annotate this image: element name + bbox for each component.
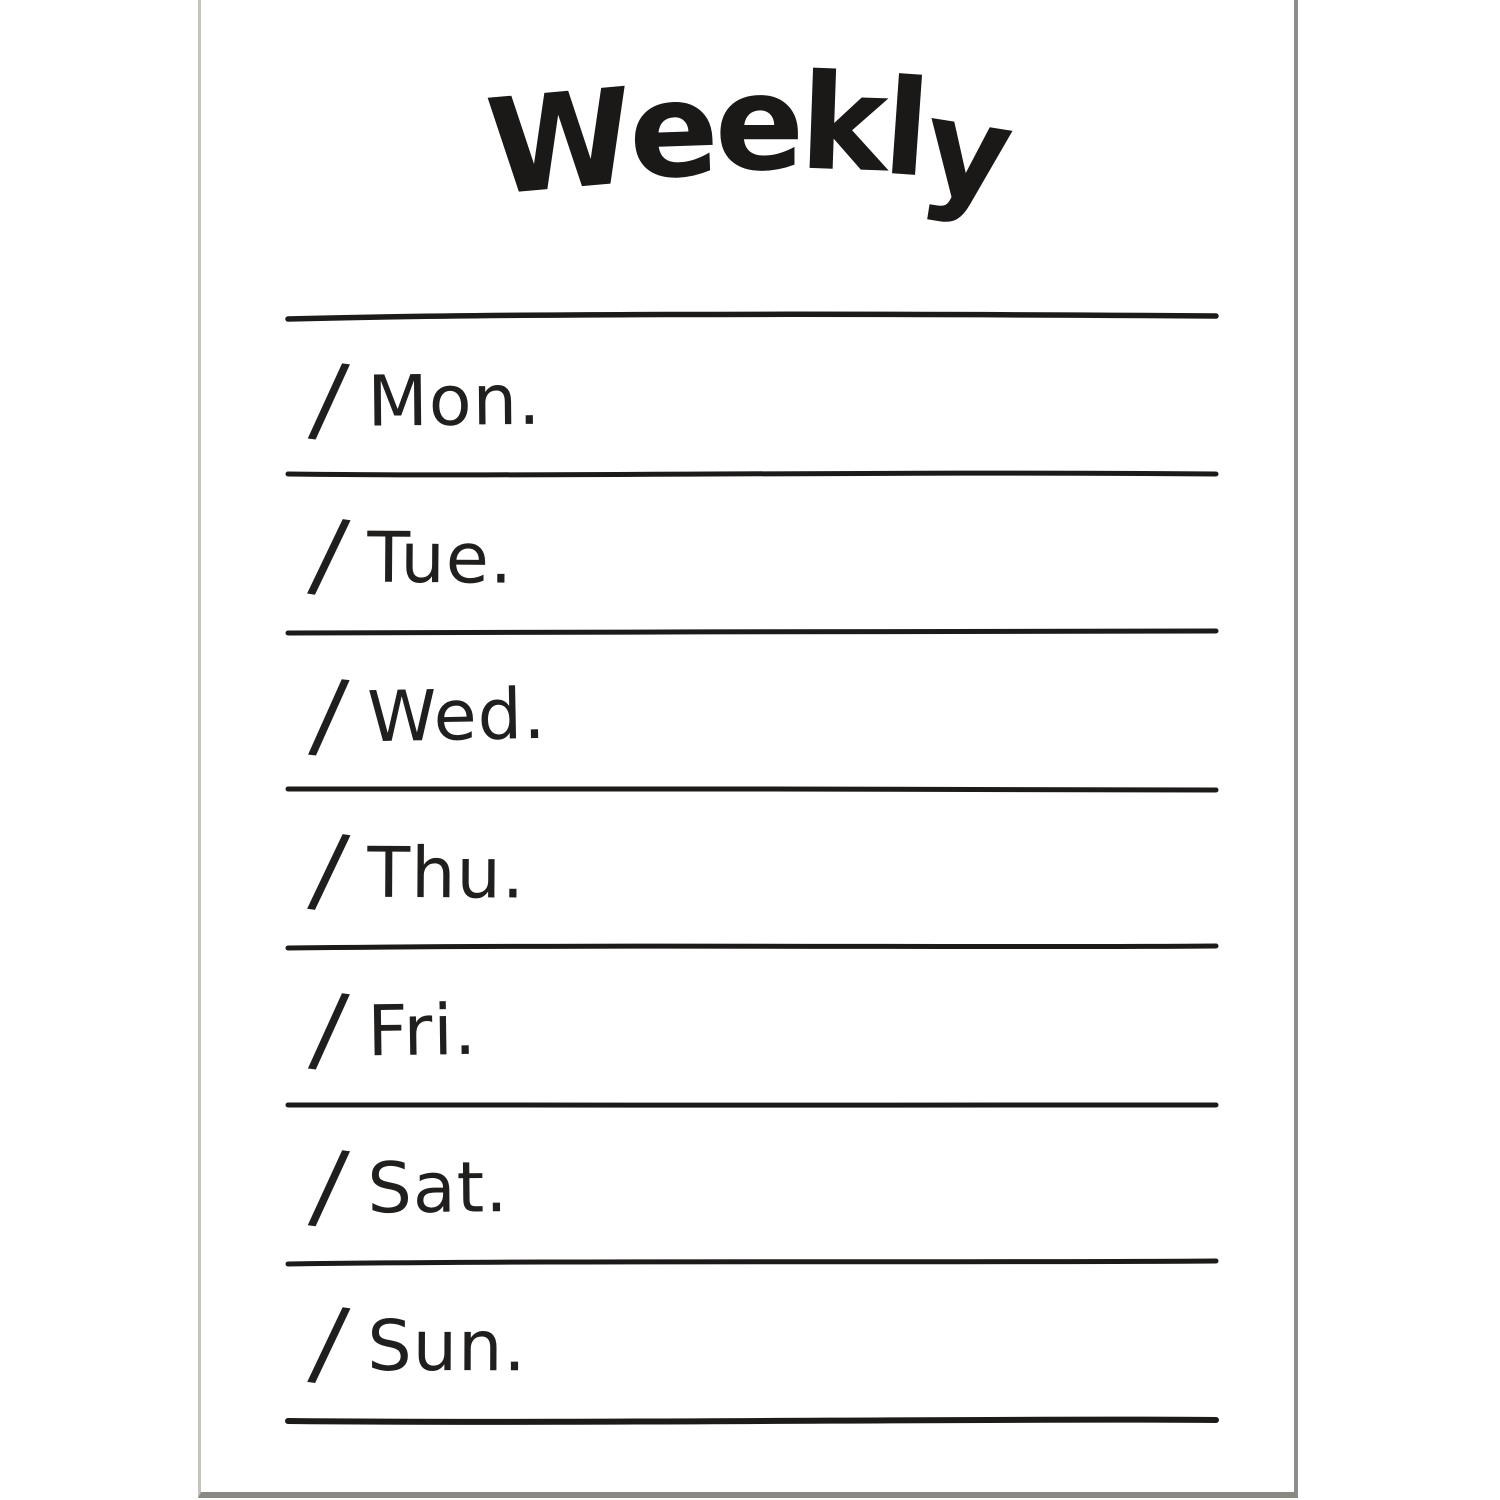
day-label-wed: Wed. (366, 672, 548, 759)
ruled-line (285, 467, 1219, 481)
day-row-tue (304, 496, 514, 613)
day-row-sun (305, 1284, 527, 1401)
ruled-line (285, 1255, 1219, 1269)
day-row-mon (305, 341, 542, 457)
date-slash: / (305, 1284, 354, 1401)
ruled-line (285, 310, 1219, 324)
day-row-fri (306, 971, 478, 1087)
day-label-sat: Sat. (367, 1146, 509, 1230)
paper-card (198, 0, 1298, 1498)
day-row-thu (305, 811, 526, 928)
date-slash: / (305, 341, 353, 457)
day-label-mon: Mon. (366, 358, 542, 443)
date-slash: / (304, 496, 354, 613)
date-slash: / (306, 971, 353, 1087)
day-row-wed (306, 657, 548, 773)
ruled-line (285, 940, 1219, 954)
ruled-line (285, 782, 1219, 796)
day-label-fri: Fri. (366, 988, 478, 1073)
page-title: Weekly (481, 45, 1020, 234)
day-label-tue: Tue. (367, 516, 514, 600)
ruled-line (285, 1098, 1219, 1112)
date-slash: / (305, 1128, 353, 1244)
ruled-line (285, 1413, 1219, 1427)
day-label-sun: Sun. (367, 1304, 527, 1388)
date-slash: / (306, 657, 352, 773)
date-slash: / (305, 811, 354, 928)
ruled-line (285, 625, 1219, 639)
day-label-thu: Thu. (367, 831, 526, 915)
day-row-sat (305, 1128, 509, 1244)
